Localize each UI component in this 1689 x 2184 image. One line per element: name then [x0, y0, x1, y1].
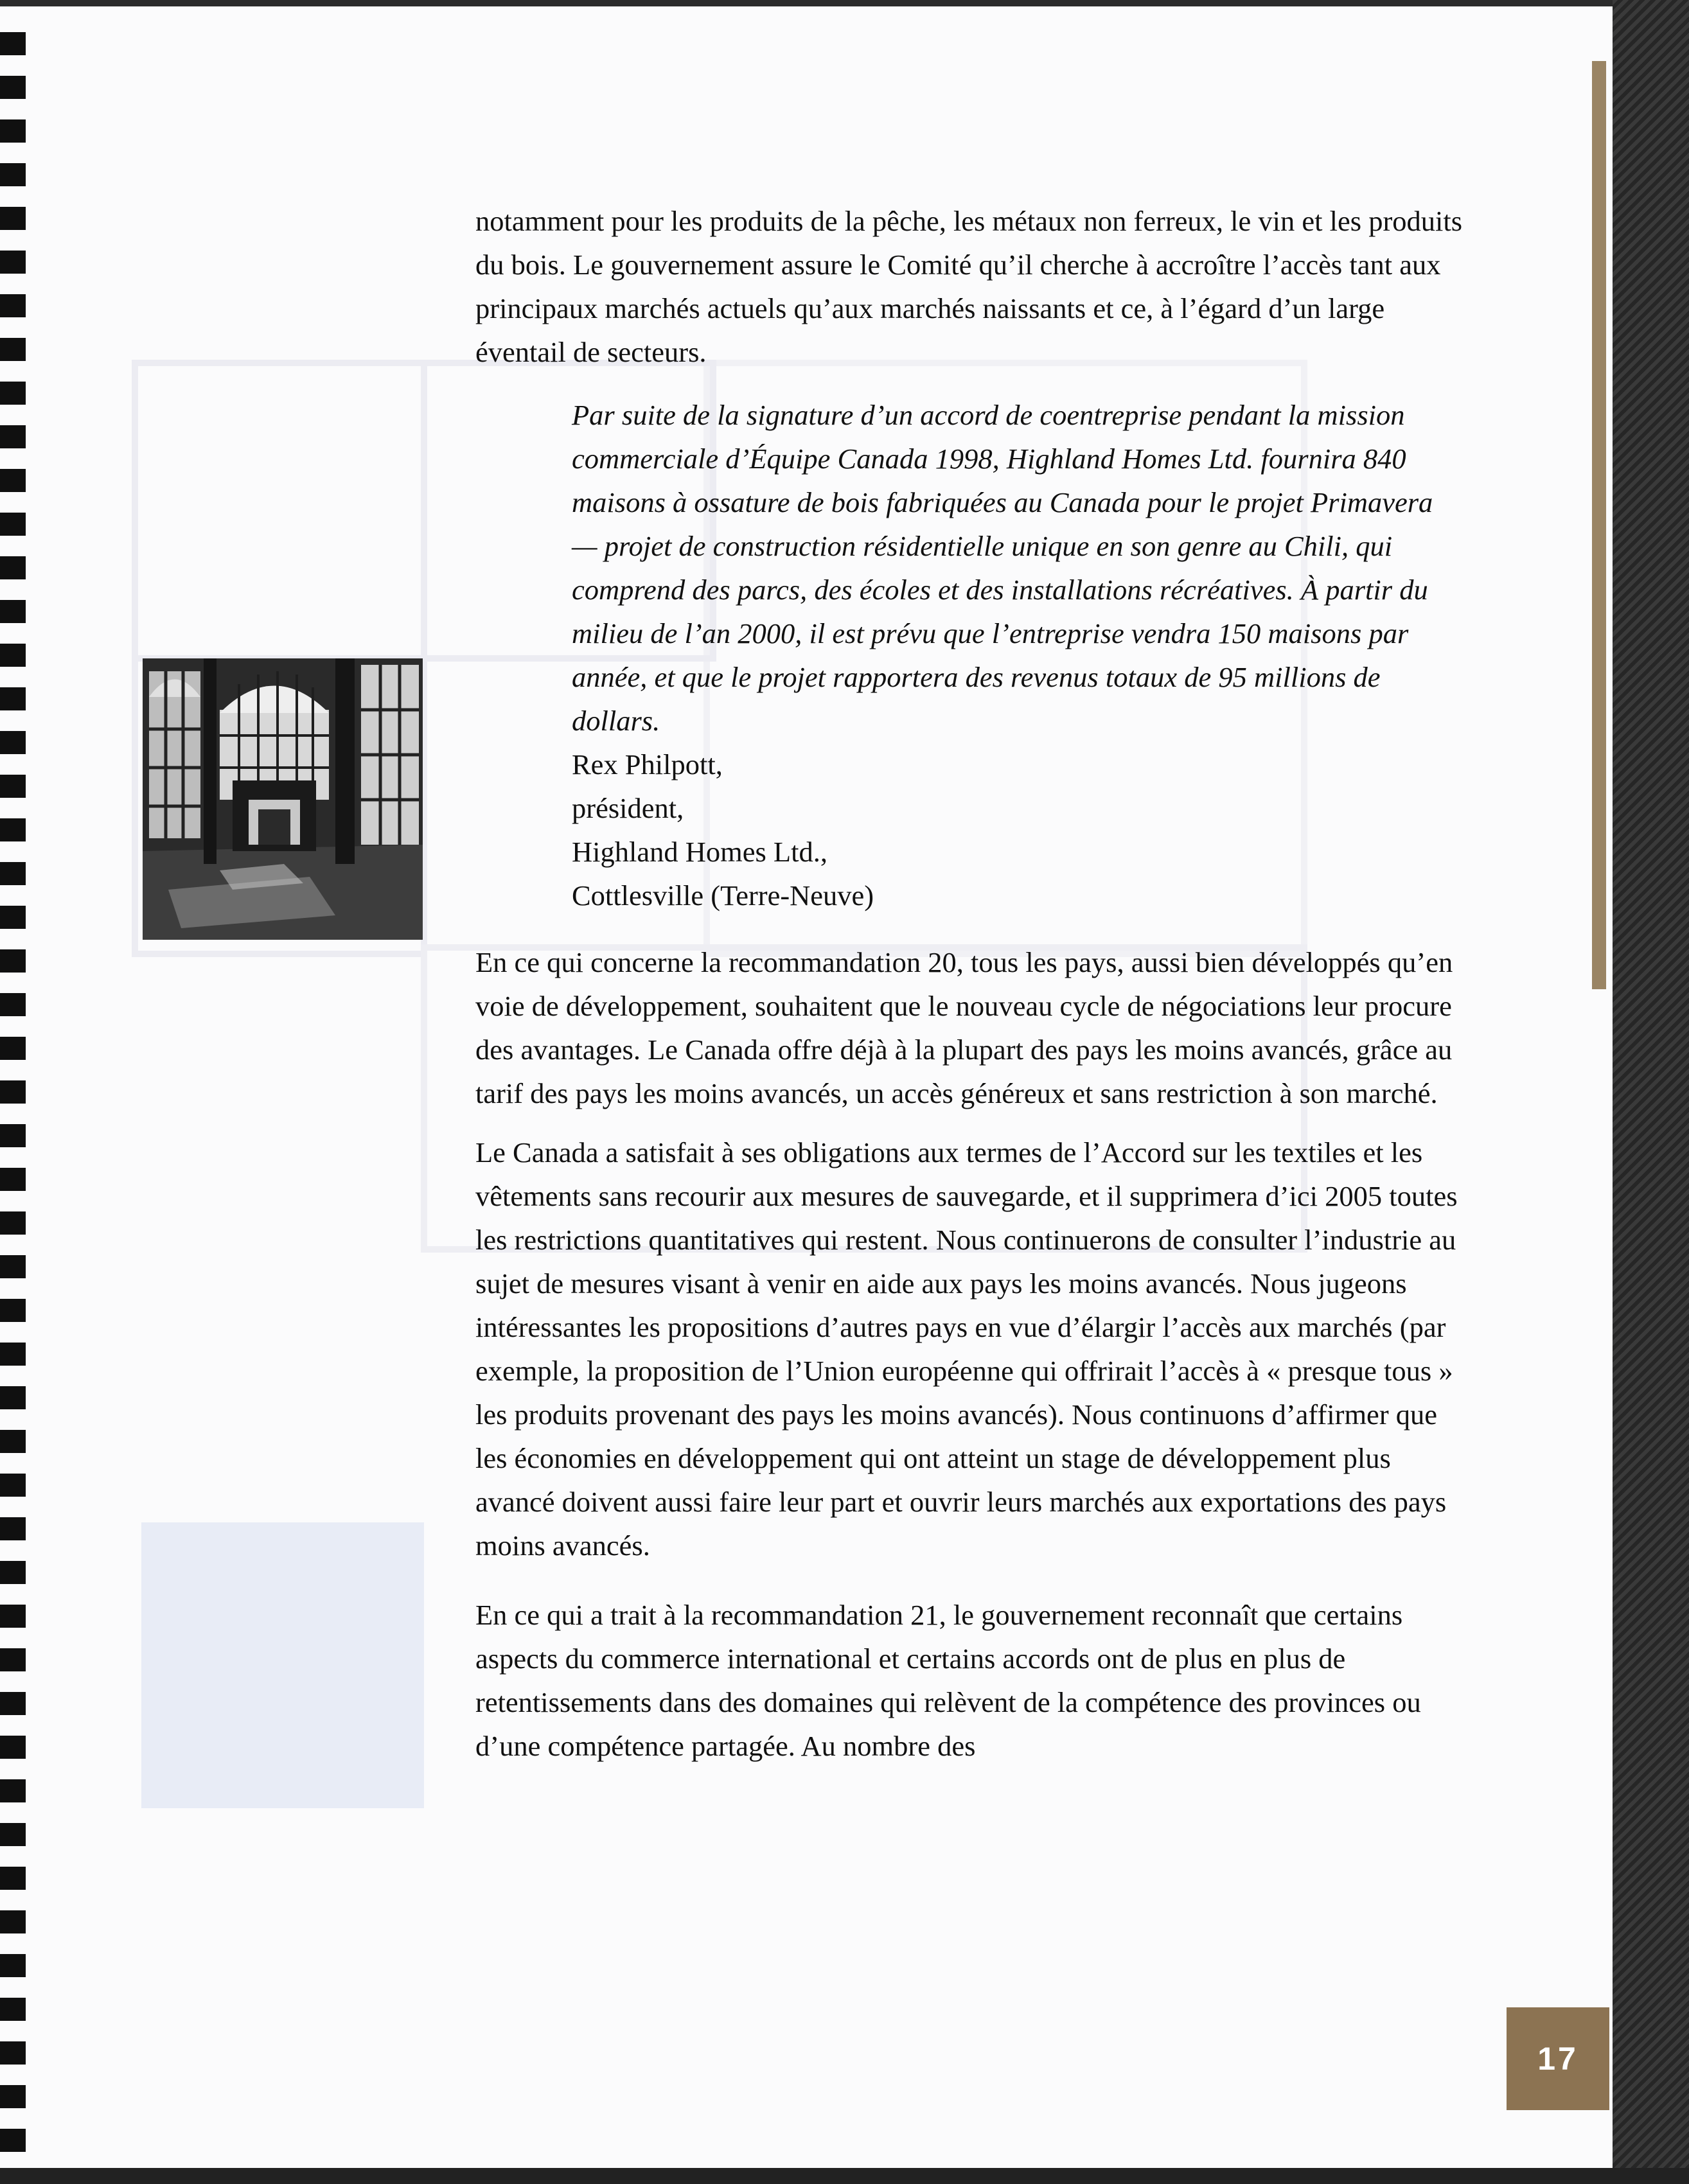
- quote-author-name: Rex Philpott,: [572, 748, 723, 780]
- body-paragraph: En ce qui a trait à la recommandation 21, le gouvernement reconnaît que certains aspects du commerce international et certains accords ont de plus en plus de retentissements dans des domaines qui relèvent de la compétence des provinces ou d’une compétence partagée. Au nombre des: [475, 1599, 1421, 1762]
- quote-author-role: président,: [572, 792, 684, 824]
- main-text: [475, 199, 1465, 1768]
- body-paragraph: notamment pour les produits de la pêche, les métaux non ferreux, le vin et les produits du bois. Le gouvernement assure le Comité qu’il cherche à accroître l’accès tant aux principaux marchés actuels qu’aux marchés naissants et ce, à l’égard d’un large éventail de secteurs.: [475, 205, 1463, 368]
- decorative-frame: [132, 360, 427, 662]
- body-paragraph: En ce qui concerne la recommandation 20, tous les pays, aussi bien développés qu’en voie de développement, souhaitent que le nouveau cycle de négociations leur procure des avantages. Le Canada offre déjà à la plupart des pays les moins avancés, grâce au tarif des pays les moins avancés, un accès généreux et sans restriction à son marché.: [475, 946, 1453, 1109]
- testimonial-quote: [572, 393, 1439, 917]
- quote-author-location: Cottlesville (Terre-Neuve): [572, 879, 874, 911]
- background-surface: [1613, 0, 1689, 2184]
- quote-author-company: Highland Homes Ltd.,: [572, 836, 827, 868]
- quote-text: Par suite de la signature d’un accord de coentreprise pendant la mission commerciale d’Équipe Canada 1998, Highland Homes Ltd. fournira 840 maisons à ossature de bois fabriquées au Canada pour le projet Primavera — projet de construction résidentielle unique en son genre au Chili, qui comprend des parcs, des écoles et des installations récréatives. À partir du milieu de l’an 2000, il est prévu que l’entreprise vendra 150 maisons par année, et que le projet rapportera des revenus totaux de 95 millions de dollars.: [572, 399, 1433, 737]
- spiral-binding: [0, 32, 26, 2165]
- document-page: [0, 6, 1613, 2174]
- accent-bar: [1592, 61, 1606, 989]
- body-paragraph: Le Canada a satisfait à ses obligations aux termes de l’Accord sur les textiles et les vêtements sans recourir aux mesures de sauvegarde, et il supprimera d’ici 2005 toutes les restrictions quantitatives qui restent. Nous continuerons de consulter l’industrie au sujet de mesures visant à venir en aide aux pays les moins avancés. Nous jugeons intéressantes les propositions d’autres pays en vue d’élargir l’accès aux marchés (par exemple, la proposition de l’Union européenne qui offrirait l’accès à « presque tous » les produits provenant des pays les moins avancés). Nous continuons d’affirmer que les économies en développement qui ont atteint un stage de développement plus avancé doivent aussi faire leur part et ouvrir leurs marchés aux exportations des pays moins avancés.: [475, 1136, 1458, 1562]
- interior-photo: [143, 658, 423, 940]
- decorative-block: [141, 1522, 424, 1808]
- background-surface: [0, 2168, 1689, 2184]
- page-number: 17: [1507, 2007, 1609, 2110]
